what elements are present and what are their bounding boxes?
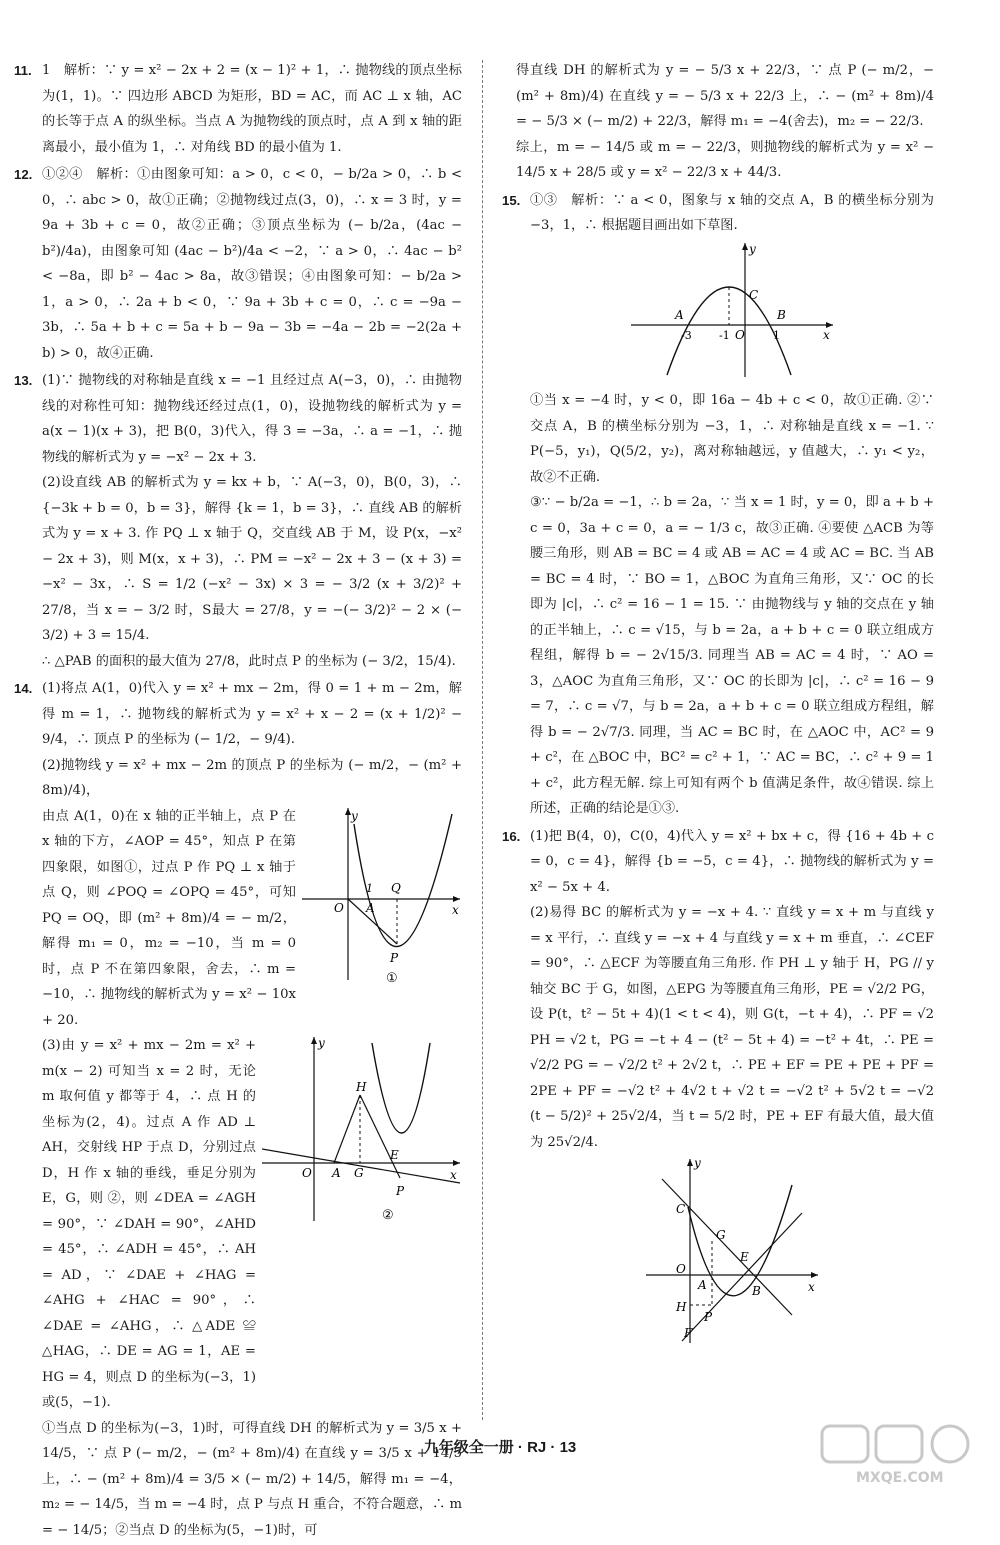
y-axis-arrow (687, 1159, 693, 1166)
fig14b-block (42, 1033, 462, 1416)
label-x: x (450, 1168, 457, 1182)
solution-text: ①当 x = −4 时，y < 0，即 16a − 4b + c < 0，故①正确. ②∵ 交点 A，B 的横坐标分别为 −3，1，∴ 对称轴是直线 x = −1. ∵ P(−5，y₁)，Q(5/2，y₂)，离对称轴越远，y 值越大，∴ y₁ < y₂，故②不正确. (530, 393, 934, 485)
left-column (14, 58, 462, 1545)
label-x: x (823, 327, 830, 342)
label-h: H (356, 1080, 367, 1094)
fig15-block (530, 239, 934, 389)
label-a: A (698, 1278, 707, 1292)
label-f: F (684, 1326, 693, 1340)
label-e: E (390, 1148, 399, 1162)
label-b: B (777, 307, 786, 322)
problem-11 (14, 58, 462, 160)
solution-text: 1 解析：∵ y = x² − 2x + 2 = (x − 1)² + 1，∴ 抛物线的顶点坐标为(1，1)。∵ 四边形 ABCD 为矩形，BD = AC，而 AC ⊥ x 轴，AC 的长等于点 A 的纵坐标。当点 A 为抛物线的顶点时，点 A 到 x 轴的距离最小，最小值为 1，∴ 对角线 BD 的最小值为 1. (42, 63, 462, 155)
y-axis-arrow (742, 243, 748, 250)
label-1: 1 (366, 881, 373, 895)
figure-15 (627, 239, 837, 379)
label-a: A (366, 900, 375, 915)
solution-text: 得直线 DH 的解析式为 y = − 5/3 x + 22/3，∵ 点 P (− m/2，− (m² + 8m)/4) 在直线 y = − 5/3 x + 22/3 上，∴ − (m² + 8m)/4 = − 5/3 × (− m/2) + 22/3，解得 m₁ = −4(舍去)，m₂ = − 22/3. (516, 63, 934, 129)
watermark-logo (816, 1422, 986, 1488)
label-c: C (749, 287, 759, 302)
solution-text: (1)将点 A(1，0)代入 y = x² + mx − 2m，得 0 = 1 + m − 2m，解得 m = 1，∴ 抛物线的解析式为 y = x² + x − 2 = (x + 1/2)² − 9/4，∴ 顶点 P 的坐标为 (− 1/2，− 9/4). (42, 681, 462, 747)
fig16-block (530, 1155, 934, 1355)
label-x: x (452, 902, 459, 917)
solution-text: ③∵ − b/2a = −1，∴ b = 2a，∵ 当 x = 1 时，y = 0，即 a + b + c = 0，3a + c = 0，a = − 1/3 c，故③正确. ④要使 △ACB 为等腰三角形，则 AB = BC = 4 或 AB = AC = 4 或 AC = BC. 当 AB = BC = 4 时，∵ BO = 1，△BOC 为直角三角形，又∵ OC 的长即为 |c|，∴ c² = 16 − 1 = 15. ∵ 由抛物线与 y 轴的交点在 y 轴的正半轴上，∴ c = √15，与 b = 2a，a + b + c = 0 联立组成方程组，解得 b = − 2√15/3. 同理当 AB = AC = 4 时，∵ AO = 3，△AOC 为直角三角形，又∵ OC 的长即为 |c|，∴ c² = 16 − 9 = 7，∴ c = √7，与 b = 2a，a + b + c = 0 联立组成方程组，解得 b = − 2√7/3. 同理，当 AC = BC 时，在 △AOC 中，AC² = 9 + c²，在 △BOC 中，BC² = c² + 1，∵ AC = BC，∴ c² + 9 = 1 + c²，此方程无解. 综上可知有两个 b 值满足条件，故④错误. 综上所述，正确的结论是①③. (530, 495, 934, 816)
figure-caption: ① (386, 970, 398, 984)
solution-text: ①②④ 解析：①由图象可知：a > 0，c < 0，− b/2a > 0，∴ b < 0，∴ abc > 0，故①正确；②抛物线过点(3，0)，∴ x = 3 时，y = 9a + 3b + c = 0，故②正确；③顶点坐标为 (− b/2a，(4ac − b²)/4a)，由图象可知 (4ac − b²)/4a < −2，∵ a > 0，∴ 4ac − b² < −8a，即 b² − 4ac > 8a，故③错误；④由图象可知：− b/2a > 1，a > 0，∴ 2a + b < 0，∵ 9a + 3b + c = 0，∴ c = −9a − 3b，∴ 5a + b + c = 5a + b − 9a − 3b = −4a − 2b = −2(2a + b) > 0，故④正确. (42, 167, 462, 361)
solution-text: (2)设直线 AB 的解析式为 y = kx + b，∵ A(−3，0)，B(0，3)，∴ {−3k + b = 0，b = 3}，解得 {k = 1，b = 3}，∴ 直线 AB 的解析式为 y = x + 3. 作 PQ ⊥ x 轴于 Q，交直线 AB 于 M，设 P(x，−x² − 2x + 3)，则 M(x，x + 3)，∴ PM = −x² − 2x + 3 − (x + 3) = −x² − 3x，∴ S = 1/2 (−x² − 3x) × 3 = − 3/2 (x + 3/2)² + 27/8，当 x = − 3/2 时，S最大 = 27/8，y = −(− 3/2)² − 2 × (− 3/2) + 3 = 15/4. (42, 475, 462, 643)
solution-text: 综上，m = − 14/5 或 m = − 22/3，则抛物线的解析式为 y = x² − 14/5 x + 28/5 或 y = x² − 22/3 x + 44/3. (516, 139, 934, 180)
problem-14-continued (502, 58, 934, 186)
right-column (502, 58, 934, 1357)
solution-text: (1)∵ 抛物线的对称轴是直线 x = −1 且经过点 A(−3，0)，∴ 由抛物线的对称性可知：抛物线还经过点(1，0)，设抛物线的解析式为 y = a(x − 1)(x + 3)，把 B(0，3)代入，得 3 = −3a，∴ a = −1，∴ 抛物线的解析式为 y = −x² − 2x + 3. (42, 373, 462, 465)
label-c: C (676, 1202, 686, 1216)
problem-15 (502, 188, 934, 822)
tick-neg3: -3 (681, 328, 692, 342)
y-axis-arrow (311, 1037, 317, 1044)
problem-number: 11. (14, 63, 32, 78)
label-y: y (749, 241, 756, 256)
problem-14 (14, 676, 462, 1543)
problem-number: 16. (502, 828, 521, 844)
figure-caption: ② (382, 1208, 394, 1223)
label-g: G (354, 1166, 364, 1180)
problem-number: 13. (14, 373, 33, 388)
column-divider (482, 60, 483, 1420)
parabola (354, 814, 452, 947)
label-o: O (735, 327, 745, 342)
tick-neg1: -1 (719, 328, 730, 342)
label-e: E (740, 1250, 749, 1264)
problem-number: 15. (502, 192, 521, 208)
label-x: x (808, 1280, 815, 1294)
figure-14-2 (262, 1033, 462, 1223)
label-y: y (694, 1156, 701, 1170)
label-p: P (704, 1310, 713, 1324)
problem-16 (502, 824, 934, 1355)
hp-line (360, 1095, 400, 1178)
solution-text: (2)抛物线 y = x² + mx − 2m 的顶点 P 的坐标为 (− m/2，− (m² + 8m)/4)， (42, 757, 462, 798)
solution-text: ①③ 解析：∵ a < 0，图象与 x 轴的交点 A，B 的横坐标分别为 −3，1，∴ 根据题目画出如下草图. (530, 192, 934, 233)
solution-text: (2)易得 BC 的解析式为 y = −x + 4. ∵ 直线 y = x + m 与直线 y = x 平行，∴ 直线 y = −x + 4 与直线 y = x + m 垂直，∴ ∠CEF = 90°，∴ △ECF 为等腰直角三角形. 作 PH ⊥ y 轴于 H，PG // y 轴交 BC 于 G，如图，△EPG 为等腰直角三角形，PE = √2/2 PG，设 P(t，t² − 5t + 4)(1 < t < 4)，则 G(t，−t + 4)，∴ PF = √2 PH = √2 t，PG = −t + 4 − (t² − 5t + 4) = −t² + 4t，∴ PE = √2/2 PG = − √2/2 t² + 2√2 t，∴ PE + EF = PE + PE + PF = 2PE + PF = −√2 t² + 4√2 t + √2 t = −√2 t² + 5√2 t = −√2 (t − 5/2)² + 25√2/4，当 t = 5/2 时，PE + EF 有最大值，最大值为 25√2/4. (530, 905, 934, 1150)
x-axis-arrow (811, 1272, 818, 1278)
figure-14-1 (302, 804, 462, 984)
label-p: P (396, 1184, 405, 1198)
label-g: G (716, 1228, 726, 1242)
parabola (372, 1043, 430, 1133)
solution-text: ∴ △PAB 的面积的最大值为 27/8，此时点 P 的坐标为 (− 3/2，15/4). (42, 653, 456, 669)
problem-number: 14. (14, 681, 33, 696)
solution-text: (3)由 y = x² + mx − 2m = x² + m(x − 2) 可知当 x = 2 时，无论 m 取何值 y 都等于 4，∴ 点 H 的坐标为(2，4)。过点 A 作 AD ⊥ AH，交射线 HP 于点 D，分别过点 D，H 作 x 轴的垂线，垂足分别为 E，G，则 ②，则 ∠DEA = ∠AGH = 90°，∵ ∠DAH = 90°，∠AHD = 45°，∴ ∠ADH = 45°，∴ AH = AD，∵ ∠DAE + ∠HAG = ∠AHG + ∠HAC = 90°，∴ ∠DAE = ∠AHG，∴ △ADE ≌ △HAG，∴ DE = AG = 1，AE = HG = 4，则点 D 的坐标为(−3，1)或(5，−1). (42, 1038, 256, 1410)
label-a: A (332, 1166, 341, 1180)
label-o: O (302, 1166, 312, 1180)
line-ef (682, 1213, 802, 1341)
figure-16 (642, 1155, 822, 1345)
solution-text: ①当点 D 的坐标为(−3，1)时，可得直线 DH 的解析式为 y = 3/5 x + 14/5，∵ 点 P (− m/2，− (m² + 8m)/4) 在直线 y = 3/5 x + 14/5 上，∴ − (m² + 8m)/4 = 3/5 × (− m/2) + 14/5，解得 m₁ = −4，m₂ = − 14/5，当 m = −4 时，点 P 与点 H 重合，不符合题意，∴ m = − 14/5；②当点 D 的坐标为(5，−1)时，可 (42, 1420, 462, 1538)
label-o: O (676, 1262, 686, 1276)
label-h: H (676, 1300, 687, 1314)
ah-segment (334, 1095, 360, 1163)
x-axis-arrow (453, 1160, 460, 1166)
problem-number: 12. (14, 167, 33, 182)
svg-text:MXQE.COM: MXQE.COM (856, 1470, 944, 1486)
label-y: y (318, 1036, 325, 1050)
label-p: P (390, 950, 399, 965)
label-a: A (675, 307, 684, 322)
solution-text: 由点 A(1，0)在 x 轴的正半轴上，点 P 在 x 轴的下方，∠AOP = 45°，知点 P 在第四象限，如图①，过点 P 作 PQ ⊥ x 轴于点 Q，则 ∠POQ = ∠OPQ = 45°，可知 PQ = OQ，即 (m² + 8m)/4 = − m/2，解得 m₁ = 0，m₂ = −10，当 m = 0 时，点 P 不在第四象限，舍去，∴ m = −10，∴ 抛物线的解析式为 y = x² − 10x + 20. (42, 808, 296, 1028)
label-q: Q (391, 880, 401, 895)
page-footer: 九年级全一册 · RJ · 13 (423, 1439, 577, 1456)
problem-12 (14, 162, 462, 366)
label-y: y (351, 808, 358, 823)
tick-1: 1 (773, 328, 780, 342)
label-b: B (752, 1284, 761, 1298)
fig14a-block (42, 804, 462, 1034)
label-o: O (334, 900, 344, 915)
solution-text: (1)把 B(4，0)，C(0，4)代入 y = x² + bx + c，得 {16 + 4b + c = 0，c = 4}，解得 {b = −5，c = 4}，∴ 抛物线的解析式为 y = x² − 5x + 4. (530, 828, 934, 895)
problem-13 (14, 368, 462, 674)
x-axis-arrow (453, 896, 460, 902)
